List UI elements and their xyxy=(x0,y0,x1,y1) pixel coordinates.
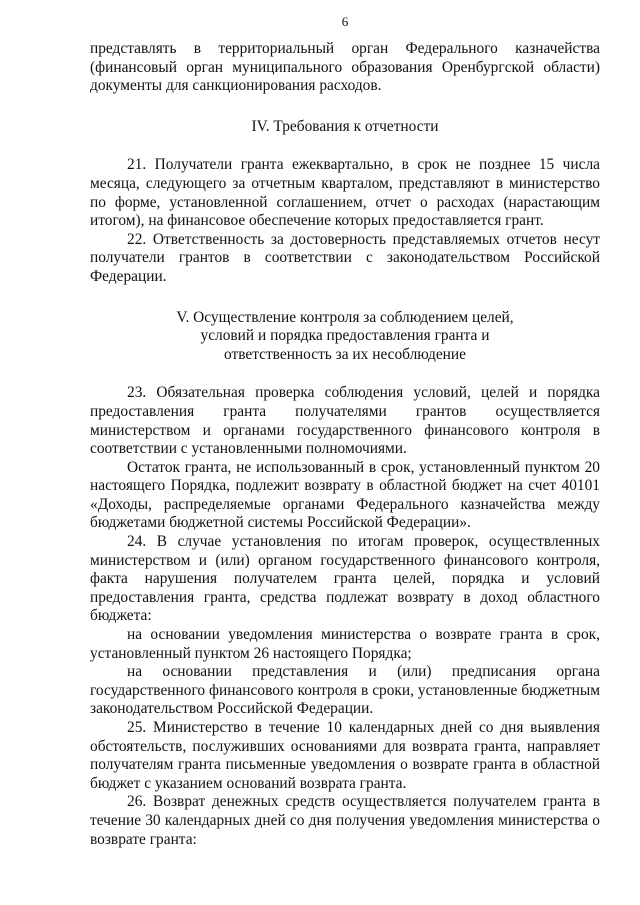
paragraph-grant-remainder: Остаток гранта, не использованный в срок, установленный пунктом 20 настоящего Порядка, подлежит возврату в областной бюджет на счет 40101 «Доходы, распределяемые органами Федерального казначейства между бюджетами бюджетной системы Российской Федерации». xyxy=(90,458,600,532)
section-5-heading-line-1: V. Осуществление контроля за соблюдением целей, xyxy=(176,308,514,326)
paragraph-24-basis-order: на основании представления и (или) предписания органа государственного финансового контроля в сроки, установленные бюджетным законодательством Российской Федерации. xyxy=(90,663,600,718)
paragraph-21: 21. Получатели гранта ежеквартально, в срок не позднее 15 числа месяца, следующего за отчетным кварталом, представляют в министерство по форме, установленной соглашением, отчет о расходах (нарастающим итогом), на финансовое обеспечение которых предоставляется грант. xyxy=(90,156,600,230)
paragraph-24: 24. В случае установления по итогам проверок, осуществленных министерством и (или) органом государственного финансового контроля, факта нарушения получателем гранта целей, порядка и условий предоставления гранта, средства подлежат возврату в доход областного бюджета: xyxy=(90,533,600,625)
paragraph-23: 23. Обязательная проверка соблюдения условий, целей и порядка предоставления гранта получателями грантов осуществляется министерством и органами государственного финансового контроля в соответствии с установленными полномочиями. xyxy=(90,384,600,458)
section-5-heading-line-2: условий и порядка предоставления гранта и xyxy=(200,327,490,345)
paragraph-24-basis-notification: на основании уведомления министерства о возврате гранта в срок, установленный пунктом 26 настоящего Порядка; xyxy=(90,626,600,662)
document-body xyxy=(90,40,600,849)
intro-paragraph: представлять в территориальный орган Федерального казначейства (финансовый орган муниципального образования Оренбургской области) документы для санкционирования расходов. xyxy=(90,40,600,95)
document-page xyxy=(90,0,600,905)
paragraph-22: 22. Ответственность за достоверность представляемых отчетов несут получатели грантов в соответствии с законодательством Российской Федерации. xyxy=(90,230,600,285)
section-4-heading: IV. Требования к отчетности xyxy=(251,117,439,135)
paragraph-25: 25. Министерство в течение 10 календарных дней со дня выявления обстоятельств, послуживших основаниями для возврата гранта, направляет получателям гранта письменные уведомления о возврате гранта в областной бюджет с указанием оснований возврата гранта. xyxy=(90,719,600,792)
paragraph-26: 26. Возврат денежных средств осуществляется получателем гранта в течение 30 календарных дней со дня получения уведомления министерства о возврате гранта: xyxy=(90,793,600,848)
page-number: 6 xyxy=(341,14,349,29)
section-5-heading-line-3: ответственность за их несоблюдение xyxy=(223,345,466,363)
